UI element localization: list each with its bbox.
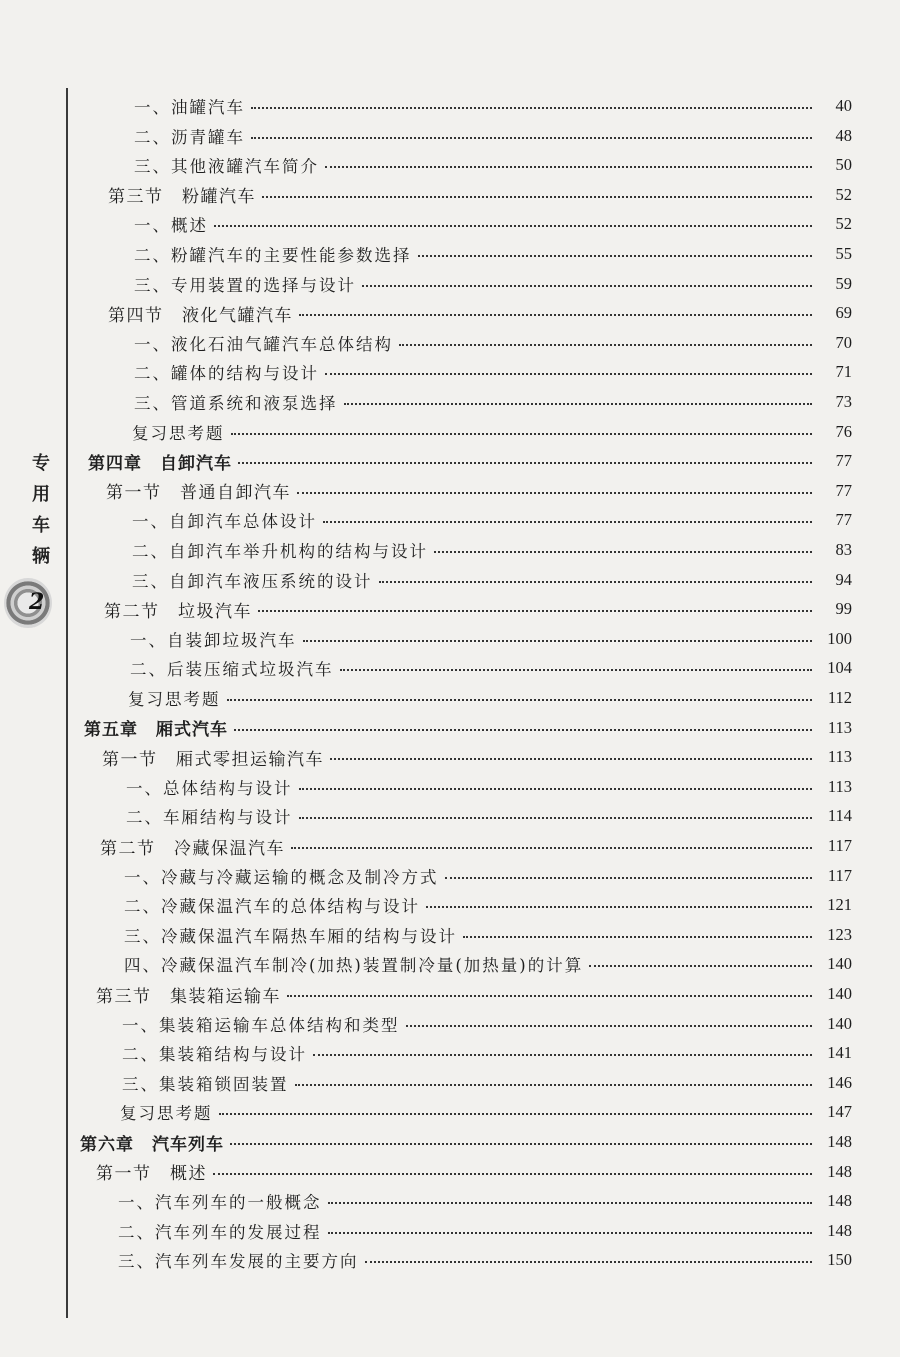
dot-leader <box>325 166 812 168</box>
dot-leader <box>299 788 813 790</box>
toc-entry-label: 第二节 冷藏保温汽车 <box>100 838 285 859</box>
toc-item-row[interactable] <box>134 209 852 239</box>
toc-section-row[interactable] <box>106 476 852 506</box>
toc-entry-label: 复习思考题 <box>132 423 225 443</box>
toc-entry-label: 二、罐体的结构与设计 <box>134 364 319 384</box>
toc-entry-page: 121 <box>827 895 852 915</box>
toc-entry-page: 77 <box>835 451 852 471</box>
dot-leader <box>328 1202 813 1204</box>
toc-entry-page: 48 <box>835 125 852 145</box>
dot-leader <box>330 758 812 760</box>
toc-item-row[interactable] <box>122 1038 852 1068</box>
dot-leader <box>323 521 812 523</box>
toc-entry-label: 一、汽车列车的一般概念 <box>118 1193 322 1213</box>
dot-leader <box>445 877 813 879</box>
toc-item-row[interactable] <box>134 357 852 387</box>
toc-entry-page: 113 <box>827 717 852 737</box>
toc-entry-label: 复习思考题 <box>128 690 221 709</box>
toc-item-row[interactable] <box>124 861 852 891</box>
toc-entry-page: 76 <box>835 421 852 441</box>
toc-entry-label: 一、自卸汽车总体设计 <box>132 512 317 532</box>
toc-item-row[interactable] <box>134 121 852 151</box>
toc-entry-label: 第四章 自卸汽车 <box>88 453 232 474</box>
toc-item-row[interactable] <box>130 624 852 654</box>
dot-leader <box>262 196 812 198</box>
toc-entry-label: 三、其他液罐汽车简介 <box>134 157 319 177</box>
toc-section-row[interactable] <box>100 831 852 861</box>
toc-entry-page: 148 <box>827 1161 852 1181</box>
toc-entry-page: 70 <box>835 332 852 352</box>
dot-leader <box>365 1261 813 1263</box>
toc-entry-page: 77 <box>835 510 852 530</box>
toc-entry-label: 三、管道系统和液泵选择 <box>134 394 338 413</box>
toc-chapter-row[interactable] <box>88 446 852 476</box>
toc-entry-page: 113 <box>827 747 852 767</box>
toc-entry-label: 三、自卸汽车液压系统的设计 <box>132 571 373 591</box>
toc-entry-label: 第三节 粉罐汽车 <box>108 187 256 208</box>
toc-chapter-row[interactable] <box>84 713 852 743</box>
toc-entry-page: 140 <box>827 1013 852 1033</box>
dot-leader <box>340 669 813 671</box>
toc-item-row[interactable] <box>132 535 852 565</box>
dot-leader <box>344 403 813 405</box>
dot-leader <box>303 640 813 642</box>
toc-entry-label: 二、后装压缩式垃圾汽车 <box>130 660 334 680</box>
toc-entry-label: 一、液化石油气罐汽车总体结构 <box>134 334 393 354</box>
toc-entry-page: 117 <box>827 836 852 855</box>
toc-item-row[interactable] <box>134 387 852 417</box>
dot-leader <box>434 551 812 553</box>
toc-entry-label: 二、集装箱结构与设计 <box>122 1045 307 1065</box>
toc-entry-page: 140 <box>827 984 852 1003</box>
dot-leader <box>399 344 812 346</box>
dot-leader <box>325 373 812 375</box>
toc-entry-label: 一、冷藏与冷藏运输的概念及制冷方式 <box>124 867 439 887</box>
toc-entry-page: 40 <box>835 96 852 115</box>
dot-leader <box>258 610 812 612</box>
toc-entry-page: 94 <box>835 569 852 589</box>
toc-entry-page: 99 <box>835 599 852 619</box>
toc-entry-label: 二、粉罐汽车的主要性能参数选择 <box>134 246 412 265</box>
toc-item-row[interactable] <box>132 565 852 595</box>
toc-entry-label: 一、油罐汽车 <box>134 98 245 117</box>
toc-entry-label: 三、冷藏保温汽车隔热车厢的结构与设计 <box>124 926 457 946</box>
toc-entry-page: 52 <box>835 214 852 234</box>
toc-entry-label: 二、沥青罐车 <box>134 127 245 147</box>
toc-entry-label: 一、自装卸垃圾汽车 <box>130 630 297 650</box>
toc-entry-label: 一、集装箱运输车总体结构和类型 <box>122 1015 400 1035</box>
toc-entry-page: 83 <box>835 540 852 559</box>
dot-leader <box>231 433 813 435</box>
toc-entry-page: 114 <box>827 806 852 826</box>
dot-leader <box>234 729 812 731</box>
toc-entry-label: 第六章 汽车列车 <box>80 1134 224 1155</box>
toc-section-row[interactable] <box>108 298 852 328</box>
dot-leader <box>287 995 812 997</box>
toc-entry-page: 148 <box>827 1191 852 1211</box>
side-title-char: 车 <box>32 515 50 536</box>
toc-entry-label: 二、自卸汽车举升机构的结构与设计 <box>132 542 428 561</box>
dot-leader <box>238 462 812 464</box>
toc-entry-page: 100 <box>827 628 852 648</box>
toc-entry-page: 141 <box>827 1043 852 1063</box>
dot-leader <box>589 965 812 967</box>
toc-section-row[interactable] <box>104 594 852 624</box>
toc-entry-page: 113 <box>827 776 852 796</box>
toc-entry-label: 二、冷藏保温汽车的总体结构与设计 <box>124 897 420 917</box>
toc-entry-page: 69 <box>835 303 852 323</box>
toc-item-row[interactable] <box>122 1009 852 1039</box>
dot-leader <box>299 314 812 316</box>
toc-entry-label: 三、汽车列车发展的主要方向 <box>118 1252 359 1272</box>
dot-leader <box>214 225 812 227</box>
toc-item-row[interactable] <box>118 1245 852 1275</box>
toc-item-row[interactable] <box>118 1216 852 1246</box>
toc-entry-label: 第五章 厢式汽车 <box>84 720 228 741</box>
side-title-char: 辆 <box>32 546 50 567</box>
toc-item-row[interactable] <box>128 683 852 713</box>
toc-item-row[interactable] <box>134 328 852 358</box>
side-title-char: 用 <box>32 484 50 505</box>
toc-entry-page: 123 <box>827 924 852 944</box>
dot-leader <box>219 1113 813 1115</box>
dot-leader <box>313 1054 812 1056</box>
toc-entry-label: 第三节 集装箱运输车 <box>96 986 281 1007</box>
toc-entry-page: 148 <box>827 1220 852 1240</box>
toc-section-row[interactable] <box>102 742 852 772</box>
toc-entry-label: 第一节 普通自卸汽车 <box>106 483 291 504</box>
dot-leader <box>362 285 812 287</box>
dot-leader <box>418 255 813 257</box>
toc-item-row[interactable] <box>134 150 852 180</box>
toc-item-row[interactable] <box>134 91 852 121</box>
dot-leader <box>295 1084 813 1086</box>
toc-item-row[interactable] <box>126 772 852 802</box>
toc-entry-page: 59 <box>835 273 852 293</box>
toc-item-row[interactable] <box>126 801 852 831</box>
toc-item-row[interactable] <box>134 239 852 269</box>
toc-entry-page: 77 <box>835 480 852 500</box>
toc-item-row[interactable] <box>130 653 852 683</box>
toc-entry-page: 140 <box>827 954 852 974</box>
toc-section-row[interactable] <box>96 979 852 1009</box>
dot-leader <box>426 906 812 908</box>
toc-entry-page: 150 <box>827 1250 852 1270</box>
toc-entry-label: 第四节 液化气罐汽车 <box>108 305 293 326</box>
dot-leader <box>227 699 813 701</box>
toc-entry-page: 71 <box>835 362 852 382</box>
toc-entry-page: 50 <box>835 155 852 175</box>
toc-entry-label: 一、总体结构与设计 <box>126 778 293 798</box>
toc-entry-page: 117 <box>827 865 852 885</box>
dot-leader <box>379 581 813 583</box>
toc-item-row[interactable] <box>124 920 852 950</box>
toc-entry-page: 146 <box>827 1072 852 1092</box>
toc-item-row[interactable] <box>120 1097 852 1127</box>
toc-entry-label: 第二节 垃圾汽车 <box>104 601 252 622</box>
toc-entry-page: 55 <box>835 244 852 263</box>
toc-item-row[interactable] <box>124 949 852 979</box>
toc-entry-label: 三、集装箱锁固装置 <box>122 1074 289 1094</box>
toc-entry-page: 147 <box>827 1102 852 1122</box>
side-title-char: 专 <box>32 453 50 474</box>
toc-entry-label: 二、车厢结构与设计 <box>126 808 293 828</box>
toc-section-row[interactable] <box>108 180 852 210</box>
toc-entry-label: 第一节 厢式零担运输汽车 <box>102 749 324 770</box>
toc-chapter-row[interactable] <box>80 1127 852 1157</box>
dot-leader <box>230 1143 812 1145</box>
dot-leader <box>291 847 812 849</box>
dot-leader <box>328 1232 813 1234</box>
toc-item-row[interactable] <box>118 1186 852 1216</box>
toc-entry-label: 一、概述 <box>134 216 208 236</box>
toc-entry-page: 52 <box>835 184 852 204</box>
toc-entry-label: 四、冷藏保温汽车制冷(加热)装置制冷量(加热量)的计算 <box>124 956 584 976</box>
toc-item-row[interactable] <box>122 1068 852 1098</box>
dot-leader <box>299 817 813 819</box>
toc-item-row[interactable] <box>134 269 852 299</box>
dot-leader <box>406 1025 813 1027</box>
toc-entry-label: 复习思考题 <box>120 1104 213 1124</box>
toc-item-row[interactable] <box>124 890 852 920</box>
toc-entry-page: 73 <box>835 392 852 411</box>
toc-item-row[interactable] <box>132 505 852 535</box>
dot-leader <box>251 107 812 109</box>
dot-leader <box>297 492 812 494</box>
toc-entry-page: 104 <box>827 658 852 678</box>
dot-leader <box>463 936 812 938</box>
toc-entry-label: 三、专用装置的选择与设计 <box>134 275 356 295</box>
toc-entry-label: 二、汽车列车的发展过程 <box>118 1222 322 1242</box>
toc-entry-label: 第一节 概述 <box>96 1164 207 1185</box>
toc-section-row[interactable] <box>96 1157 852 1187</box>
dot-leader <box>251 137 812 139</box>
page-number: 2 <box>29 589 45 615</box>
toc-entry-page: 148 <box>827 1132 852 1151</box>
dot-leader <box>213 1173 812 1175</box>
toc-entry-page: 112 <box>827 688 852 707</box>
toc-item-row[interactable] <box>132 417 852 447</box>
